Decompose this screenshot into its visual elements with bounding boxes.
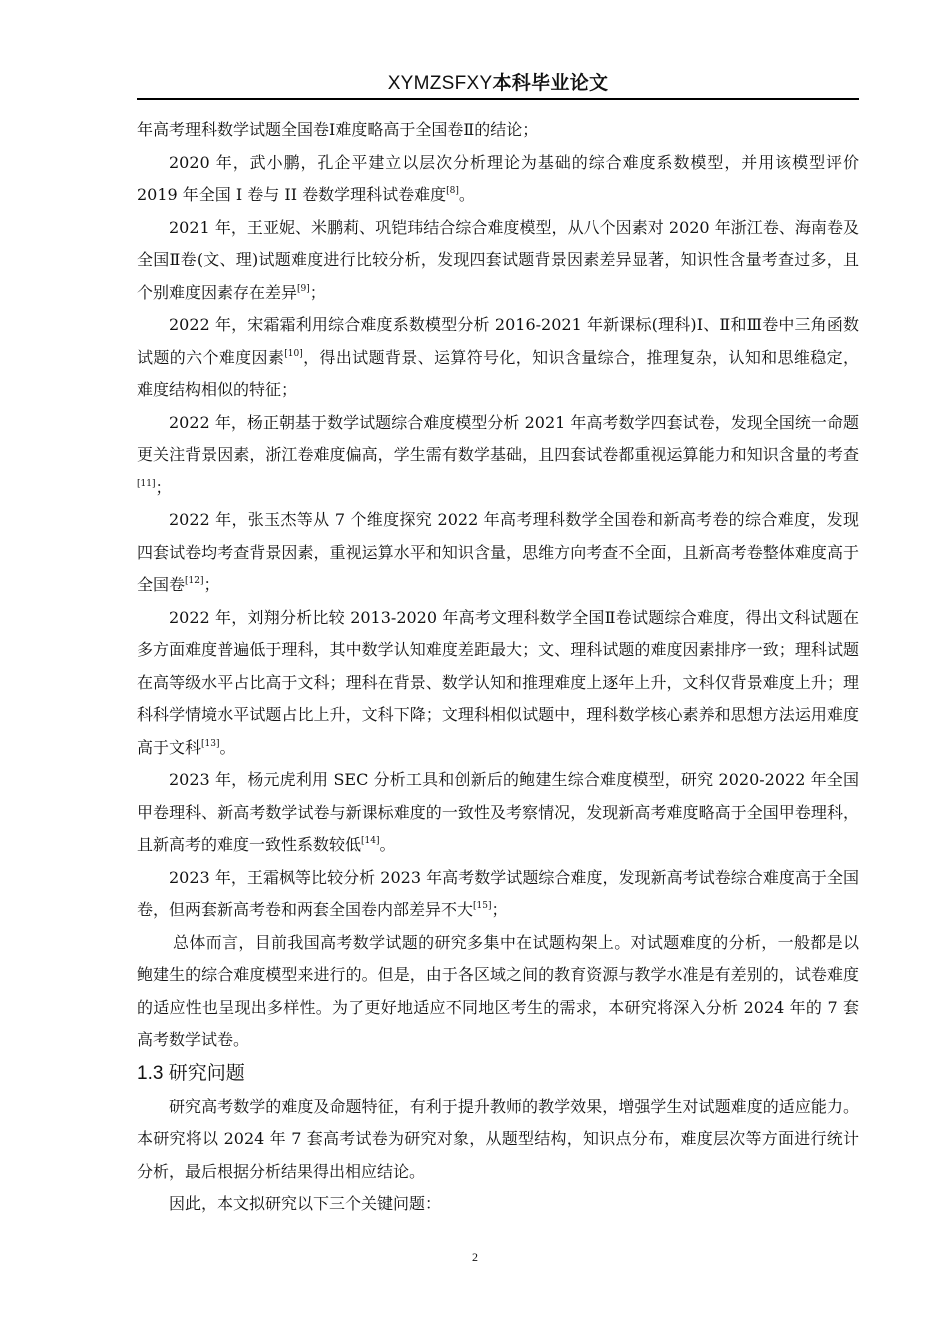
- citation-ref: [11]: [137, 478, 156, 489]
- paragraph-tail: ；: [309, 282, 326, 302]
- citation-ref: [8]: [446, 186, 459, 196]
- citation-ref: [13]: [201, 738, 220, 749]
- citation-ref: [9]: [297, 283, 310, 294]
- citation-ref: [14]: [361, 836, 380, 846]
- body-paragraph: [137, 212, 859, 310]
- citation-ref: [10]: [284, 348, 303, 359]
- citation-ref: [12]: [185, 576, 204, 586]
- page-body: [137, 114, 859, 1221]
- paragraph-text: 因此，本文拟研究以下三个关键问题：: [169, 1194, 442, 1213]
- page-header: [137, 70, 859, 98]
- paragraph-tail: 。: [379, 835, 396, 854]
- body-paragraph: [137, 147, 859, 212]
- body-paragraph: [137, 602, 859, 765]
- paragraph-text: 研究高考数学的难度及命题特征，有利于提升教师的教学效果，增强学生对试题难度的适应能力。本研究将以 2024 年 7 套高考试卷为研究对象，从题型结构，知识点分布，难度层次等方面进行统计分析，最后根据分析结果得出相应结论。: [137, 1096, 859, 1181]
- paragraph-tail: ；: [491, 900, 508, 919]
- paragraph-tail: ；: [155, 477, 172, 497]
- body-paragraph: [137, 309, 859, 407]
- paragraph-tail: ；: [203, 575, 220, 594]
- paragraph-text: 2022 年，杨正朝基于数学试题综合难度模型分析 2021 年高考数学四套试卷，发现全国统一命题更关注背景因素，浙江卷难度偏高，学生需有数学基础，且四套试卷都重视运算能力和知识含量的考查: [137, 412, 859, 464]
- paragraph-text: 2022 年，刘翔分析比较 2013-2020 年高考文理科数学全国Ⅱ卷试题综合难度，得出文科试题在多方面难度普遍低于理科，其中数学认知难度差距最大；文、理科试题的难度因素排序一致；理科试题在高等级水平占比高于文科；理科在背景、数学认知和推理难度上逐年上升，文科仅背景难度上升；理科科学情境水平试题占比上升，文科下降；文理科相似试题中，理科数学核心素养和思想方法运用难度高于文科: [137, 607, 859, 757]
- body-paragraph: [137, 1091, 859, 1189]
- citation-ref: [15]: [473, 901, 492, 911]
- paragraph-text: 年高考理科数学试题全国卷Ⅰ难度略高于全国卷Ⅱ的结论；: [137, 120, 539, 139]
- body-paragraph: [137, 114, 859, 147]
- body-paragraph: [137, 1188, 859, 1221]
- body-paragraph: [137, 504, 859, 602]
- paragraph-tail: 。: [219, 737, 236, 757]
- paragraph-text: 2020 年，武小鹏，孔企平建立以层次分析理论为基础的综合难度系数模型，并用该模型评价 2019 年全国 I 卷与 II 卷数学理科试卷难度: [137, 152, 859, 204]
- body-paragraph: [137, 862, 859, 927]
- paragraph-text: 2023 年，王霜枫等比较分析 2023 年高考数学试题综合难度，发现新高考试卷综合难度高于全国卷，但两套新高考卷和两套全国卷内部差异不大: [137, 867, 859, 919]
- section-heading: 1.3 研究问题: [137, 1062, 245, 1084]
- header-title: 本科毕业论文: [492, 73, 609, 94]
- paragraph-text: 总体而言，目前我国高考数学试题的研究多集中在试题构架上。对试题难度的分析，一般都是以鲍建生的综合难度模型来进行的。但是，由于各区域之间的教育资源与教学水准是有差别的，试卷难度的适应性也呈现出多样性。为了更好地适应不同地区考生的需求，本研究将深入分析 2024 年的 7 套高考数学试卷。: [137, 932, 859, 1049]
- header-code: XYMZSFXY: [387, 73, 493, 94]
- paragraph-text: 2022 年，张玉杰等从 7 个维度探究 2022 年高考理科数学全国卷和新高考卷的综合难度，发现四套试卷均考查背景因素，重视运算水平和知识含量，思维方向考查不全面，且新高考卷整体难度高于全国卷: [137, 510, 859, 594]
- body-paragraph: [137, 407, 859, 505]
- paragraph-tail: ，得出试题背景、运算符号化，知识含量综合，推理复杂，认知和思维稳定，难度结构相似的特征；: [137, 347, 859, 399]
- paragraph-tail: 。: [458, 185, 475, 204]
- paragraph-text: 2021 年，王亚妮、米鹏莉、巩铠玮结合综合难度模型，从八个因素对 2020 年浙江卷、海南卷及全国Ⅱ卷(文、理)试题难度进行比较分析，发现四套试题背景因素差异显著，知识性含量考查过多，且个别难度因素存在差异: [137, 217, 859, 302]
- paragraph-text: 2023 年，杨元虎利用 SEC 分析工具和创新后的鲍建生综合难度模型，研究 2020-2022 年全国甲卷理科、新高考数学试卷与新课标难度的一致性及考察情况，发现新高考难度略高于全国甲卷理科，且新高考的难度一致性系数较低: [137, 770, 859, 854]
- body-paragraph: [137, 927, 859, 1057]
- body-paragraph: [137, 764, 859, 862]
- paragraph-text: 2022 年，宋霜霜利用综合难度系数模型分析 2016-2021 年新课标(理科)Ⅰ、Ⅱ和Ⅲ卷中三角函数试题的六个难度因素: [137, 315, 859, 367]
- header-divider: [137, 98, 859, 100]
- page-number: 2: [472, 1250, 478, 1264]
